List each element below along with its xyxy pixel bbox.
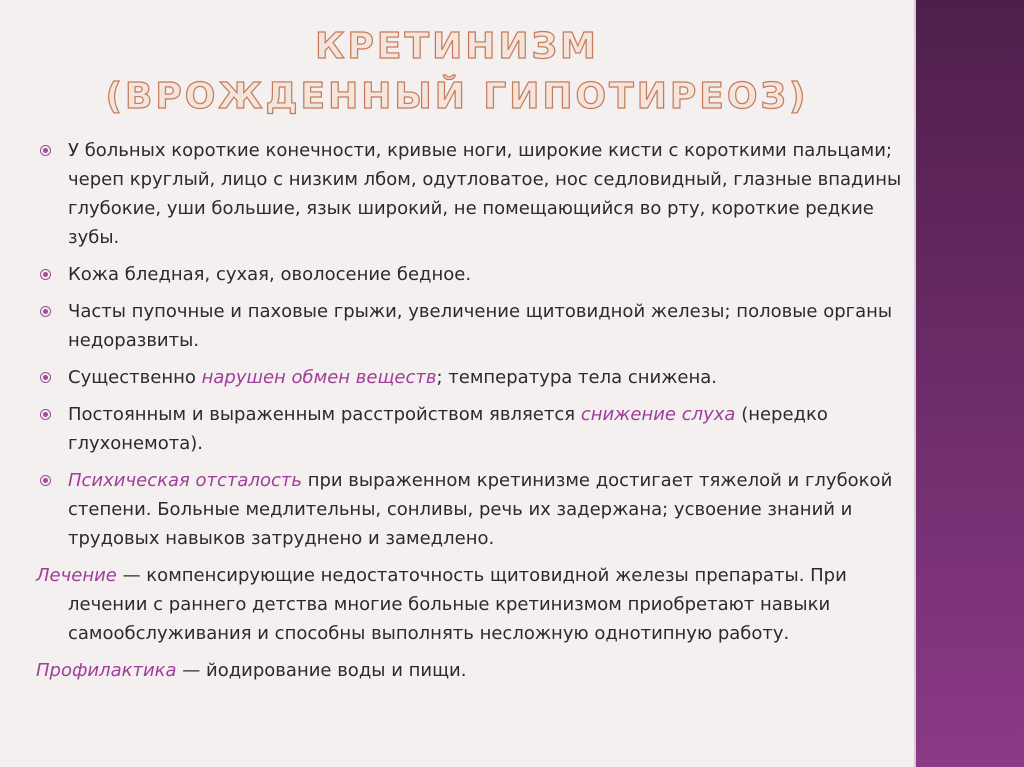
bullet-marker-icon — [40, 269, 51, 280]
bullet-text: Существенно — [68, 367, 202, 388]
bullet-item — [36, 400, 904, 458]
bullet-item — [36, 297, 904, 355]
decorative-side-band — [914, 0, 1024, 767]
highlight-text: Психическая отсталость — [68, 470, 302, 491]
prevention-label: Профилактика — [36, 660, 177, 681]
bullet-text: (нередко глухонемота). — [68, 404, 828, 454]
bullet-marker-icon — [40, 145, 51, 156]
prevention-paragraph — [36, 656, 904, 685]
bullet-list — [36, 136, 904, 553]
bullet-text: У больных короткие конечности, кривые ноги, широкие кисти с короткими пальцами; череп круглый, лицо с низким лбом, одутловатое, нос седловидный, глазные впадины глубокие, уши большие, язык широкий, не помещающийся во рту, короткие редкие зубы. — [68, 140, 902, 248]
bullet-text: Часты пупочные и паховые грыжи, увеличение щитовидной железы; половые органы недоразвиты. — [68, 301, 893, 351]
title-line-1: КРЕТИНИЗМ — [315, 26, 599, 67]
bullet-item — [36, 260, 904, 289]
bullet-marker-icon — [40, 306, 51, 317]
treatment-paragraph — [36, 561, 904, 648]
bullet-item — [36, 363, 904, 392]
bullet-text: Кожа бледная, сухая, оволосение бедное. — [68, 264, 472, 285]
bullet-item — [36, 136, 904, 252]
title-line-2: (ВРОЖДЕННЫЙ ГИПОТИРЕОЗ) — [105, 76, 809, 117]
highlight-text: нарушен обмен веществ — [201, 367, 437, 388]
bullet-text: Постоянным и выраженным расстройством является — [68, 404, 581, 425]
bullet-marker-icon — [40, 409, 51, 420]
bullet-marker-icon — [40, 475, 51, 486]
side-band-edge — [914, 0, 916, 767]
slide-body — [36, 136, 904, 693]
bullet-marker-icon — [40, 372, 51, 383]
bullet-text: ; температура тела снижена. — [436, 367, 717, 388]
bullet-item — [36, 466, 904, 553]
bullet-text: при выраженном кретинизме достигает тяжелой и глубокой степени. Больные медлительны, сонливы, речь их задержана; усвоение знаний и трудовых навыков затруднено и замедлено. — [68, 470, 893, 549]
prevention-text: — йодирование воды и пищи. — [176, 660, 467, 681]
treatment-label: Лечение — [36, 565, 117, 586]
slide-title — [0, 22, 914, 122]
treatment-text: — компенсирующие недостаточность щитовидной железы препараты. При лечении с раннего детства многие больные кретинизмом приобретают навыки самообслуживания и способны выполнять несложную однотипную работу. — [68, 565, 847, 644]
highlight-text: снижение слуха — [580, 404, 736, 425]
